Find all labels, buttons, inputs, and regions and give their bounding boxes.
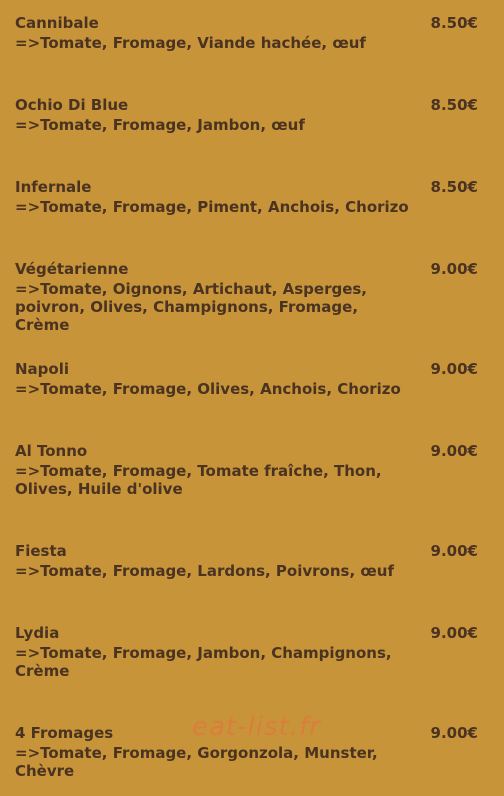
item-price: 8.50€ xyxy=(430,178,478,196)
item-ingredients: =>Tomate, Fromage, Viande hachée, œuf xyxy=(15,34,366,52)
item-name: Al Tonno xyxy=(15,442,88,460)
item-price: 9.00€ xyxy=(430,442,478,460)
item-ingredients: =>Tomate, Oignons, Artichaut, Asperges, poivron, Olives, Champignons, Fromage, Crème xyxy=(15,280,368,334)
item-ingredients: =>Tomate, Fromage, Gorgonzola, Munster, Chèvre xyxy=(15,744,378,780)
item-name: Végétarienne xyxy=(15,260,129,278)
menu-item xyxy=(15,441,489,498)
item-ingredients: =>Tomate, Fromage, Lardons, Poivrons, œuf xyxy=(15,562,394,580)
menu-item xyxy=(15,13,489,52)
menu-item xyxy=(15,177,489,216)
item-price: 9.00€ xyxy=(430,724,478,742)
item-name: 4 Fromages xyxy=(15,724,114,742)
menu-item xyxy=(15,259,489,334)
item-price: 9.00€ xyxy=(430,260,478,278)
item-name: Lydia xyxy=(15,624,60,642)
item-price: 9.00€ xyxy=(430,624,478,642)
item-name: Infernale xyxy=(15,178,92,196)
item-ingredients: =>Tomate, Fromage, Jambon, Champignons, Crème xyxy=(15,644,392,680)
item-price: 8.50€ xyxy=(430,96,478,114)
menu-item xyxy=(15,541,489,580)
item-name: Cannibale xyxy=(15,14,99,32)
item-price: 8.50€ xyxy=(430,14,478,32)
menu-item xyxy=(15,95,489,134)
item-ingredients: =>Tomate, Fromage, Tomate fraîche, Thon, Olives, Huile d'olive xyxy=(15,462,382,498)
menu-item xyxy=(15,623,489,680)
watermark: eat-list.fr xyxy=(192,712,321,742)
item-price: 9.00€ xyxy=(430,542,478,560)
menu-item xyxy=(15,359,489,398)
item-ingredients: =>Tomate, Fromage, Jambon, œuf xyxy=(15,116,305,134)
item-name: Napoli xyxy=(15,360,70,378)
item-ingredients: =>Tomate, Fromage, Olives, Anchois, Chorizo xyxy=(15,380,401,398)
item-name: Ochio Di Blue xyxy=(15,96,129,114)
item-ingredients: =>Tomate, Fromage, Piment, Anchois, Chorizo xyxy=(15,198,409,216)
item-name: Fiesta xyxy=(15,542,67,560)
item-price: 9.00€ xyxy=(430,360,478,378)
